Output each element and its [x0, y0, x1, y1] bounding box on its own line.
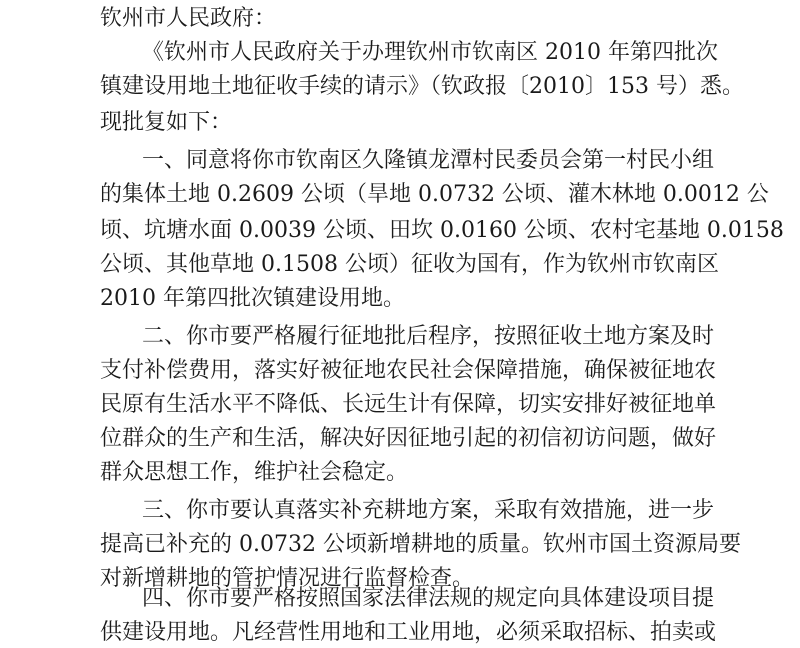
- item1-line-1: 一、同意将你市钦南区久隆镇龙潭村民委员会第一村民小组: [142, 148, 715, 173]
- item1-line-2: 的集体土地 0.2609 公顷（旱地 0.0732 公顷、灌木林地 0.0012 公: [100, 182, 769, 207]
- item3-line-2: 提高已补充的 0.0732 公顷新增耕地的质量。钦州市国土资源局要: [100, 532, 741, 557]
- item4-line-2: 供建设用地。凡经营性用地和工业用地，必须采取招标、拍卖或: [100, 620, 717, 645]
- item3-line-1: 三、你市要认真落实补充耕地方案，采取有效措施，进一步: [142, 498, 715, 523]
- item2-line-5: 群众思想工作，维护社会稳定。: [100, 460, 409, 485]
- item1-line-4: 公顷、其他草地 0.1508 公顷）征收为国有，作为钦州市钦南区: [100, 252, 719, 277]
- item4-line-1: 四、你市要严格按照国家法律法规的规定向具体建设项目提: [142, 586, 715, 611]
- intro-line-2: 镇建设用地土地征收手续的请示》（钦政报〔2010〕153 号）悉。: [100, 74, 744, 99]
- item2-line-3: 民原有生活水平不降低、长远生计有保障，切实安排好被征地单: [100, 392, 717, 417]
- intro-line-1: 《钦州市人民政府关于办理钦州市钦南区 2010 年第四批次: [142, 40, 718, 65]
- addressee-line: 钦州市人民政府：: [100, 6, 277, 31]
- item3-line-3: 对新增耕地的管护情况进行监督检查。: [100, 566, 475, 591]
- intro-line-3: 现批复如下：: [100, 110, 233, 135]
- item2-line-4: 位群众的生产和生活，解决好因征地引起的初信初访问题，做好: [100, 426, 717, 451]
- item1-line-3: 顷、坑塘水面 0.0039 公顷、田坎 0.0160 公顷、农村宅基地 0.0158: [100, 218, 784, 243]
- item2-line-1: 二、你市要严格履行征地批后程序，按照征收土地方案及时: [142, 324, 715, 349]
- item1-line-5: 2010 年第四批次镇建设用地。: [100, 286, 405, 311]
- item2-line-2: 支付补偿费用，落实好被征地农民社会保障措施，确保被征地农: [100, 358, 717, 383]
